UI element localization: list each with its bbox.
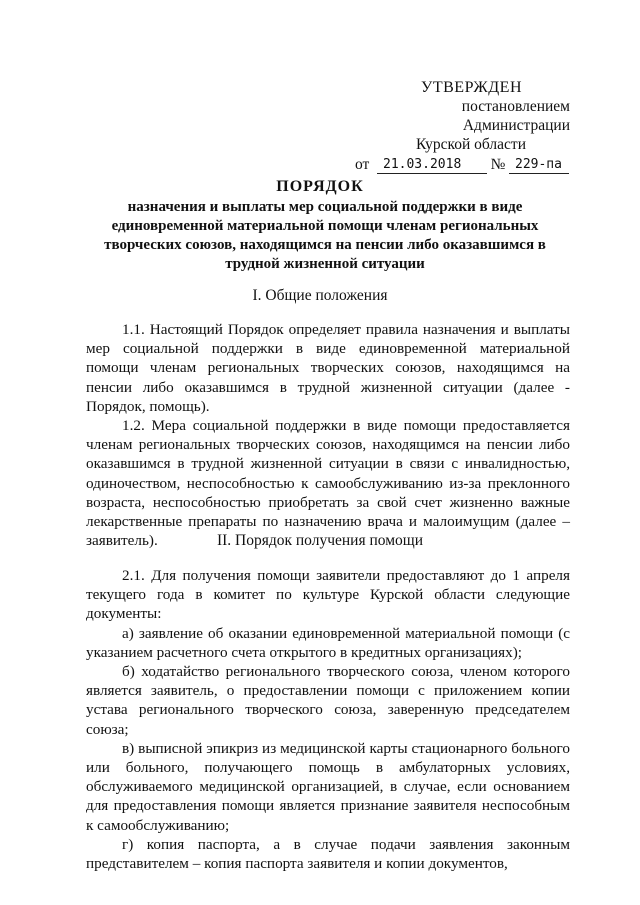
paragraph-2-g: г) копия паспорта, а в случае подачи заявления законным представителем – копия паспорта заявителя и копии документов, <box>86 835 570 873</box>
document-subtitle: назначения и выплаты мер социальной поддержки в виде единовременной материальной помощи членам региональных творческих союзов, находящимся на пенсии либо оказавшимся в трудной жизненной ситуации <box>104 199 546 272</box>
paragraph-2-b: б) ходатайство регионального творческого союза, членом которого является заявитель, о предоставлении помощи с приложением копии устава регионального творческого союза, заверенную председателем союза; <box>86 663 570 738</box>
approval-date-row <box>355 155 575 174</box>
paragraph-1-2: 1.2. Мера социальной поддержки в виде помощи предоставляется членам региональных творческих союзов, находящимся на пенсии либо оказавшимся в трудной жизненной ситуации в связи с инвалидностью, одиночеством, неспособностью к самообслуживанию из-за преклонного возраста, неспособностью приобретать за свой счет жизненно важные лекарственные препараты по назначению врача и малоимущим (далее – заявитель). <box>86 417 570 550</box>
section-1-body <box>86 320 570 550</box>
section-2-body <box>86 566 570 873</box>
paragraph-1-1: 1.1. Настоящий Порядок определяет правила назначения и выплаты мер социальной поддержки в виде единовременной материальной помощи членам региональных творческих союзов, находящимся на пенсии либо оказавшимся в трудной жизненной ситуации (далее - Порядок, помощь). <box>86 321 570 415</box>
approval-date: 21.03.2018 <box>377 156 487 174</box>
approval-stamp <box>355 78 575 174</box>
approval-title: УТВЕРЖДЕН <box>421 79 522 96</box>
section-1-heading: I. Общие положения <box>252 287 388 304</box>
section-2-heading: II. Порядок получения помощи <box>216 532 424 549</box>
paragraph-2-a: а) заявление об оказании единовременной материальной помощи (с указанием расчетного счета открытого в кредитных организациях); <box>86 624 570 661</box>
approval-line-2: постановлением Администрации <box>461 98 570 134</box>
approval-number: 229-па <box>509 156 569 174</box>
paragraph-2-v: в) выписной эпикриз из медицинской карты стационарного больного или больного, получающего помощь в амбулаторных условиях, обслуживаемого медицинской организацией, в случае, если основанием для предоставления помощи является признание заявителя неспособным к самообслуживанию; <box>86 739 570 834</box>
document-title: ПОРЯДОК <box>276 178 364 195</box>
from-label: от <box>355 156 370 173</box>
paragraph-2-1: 2.1. Для получения помощи заявители предоставляют до 1 апреля текущего года в комитет по культуре Курской области следующие документы: <box>86 567 570 623</box>
number-label: № <box>490 156 506 173</box>
approval-line-3: Курской области <box>415 136 526 153</box>
